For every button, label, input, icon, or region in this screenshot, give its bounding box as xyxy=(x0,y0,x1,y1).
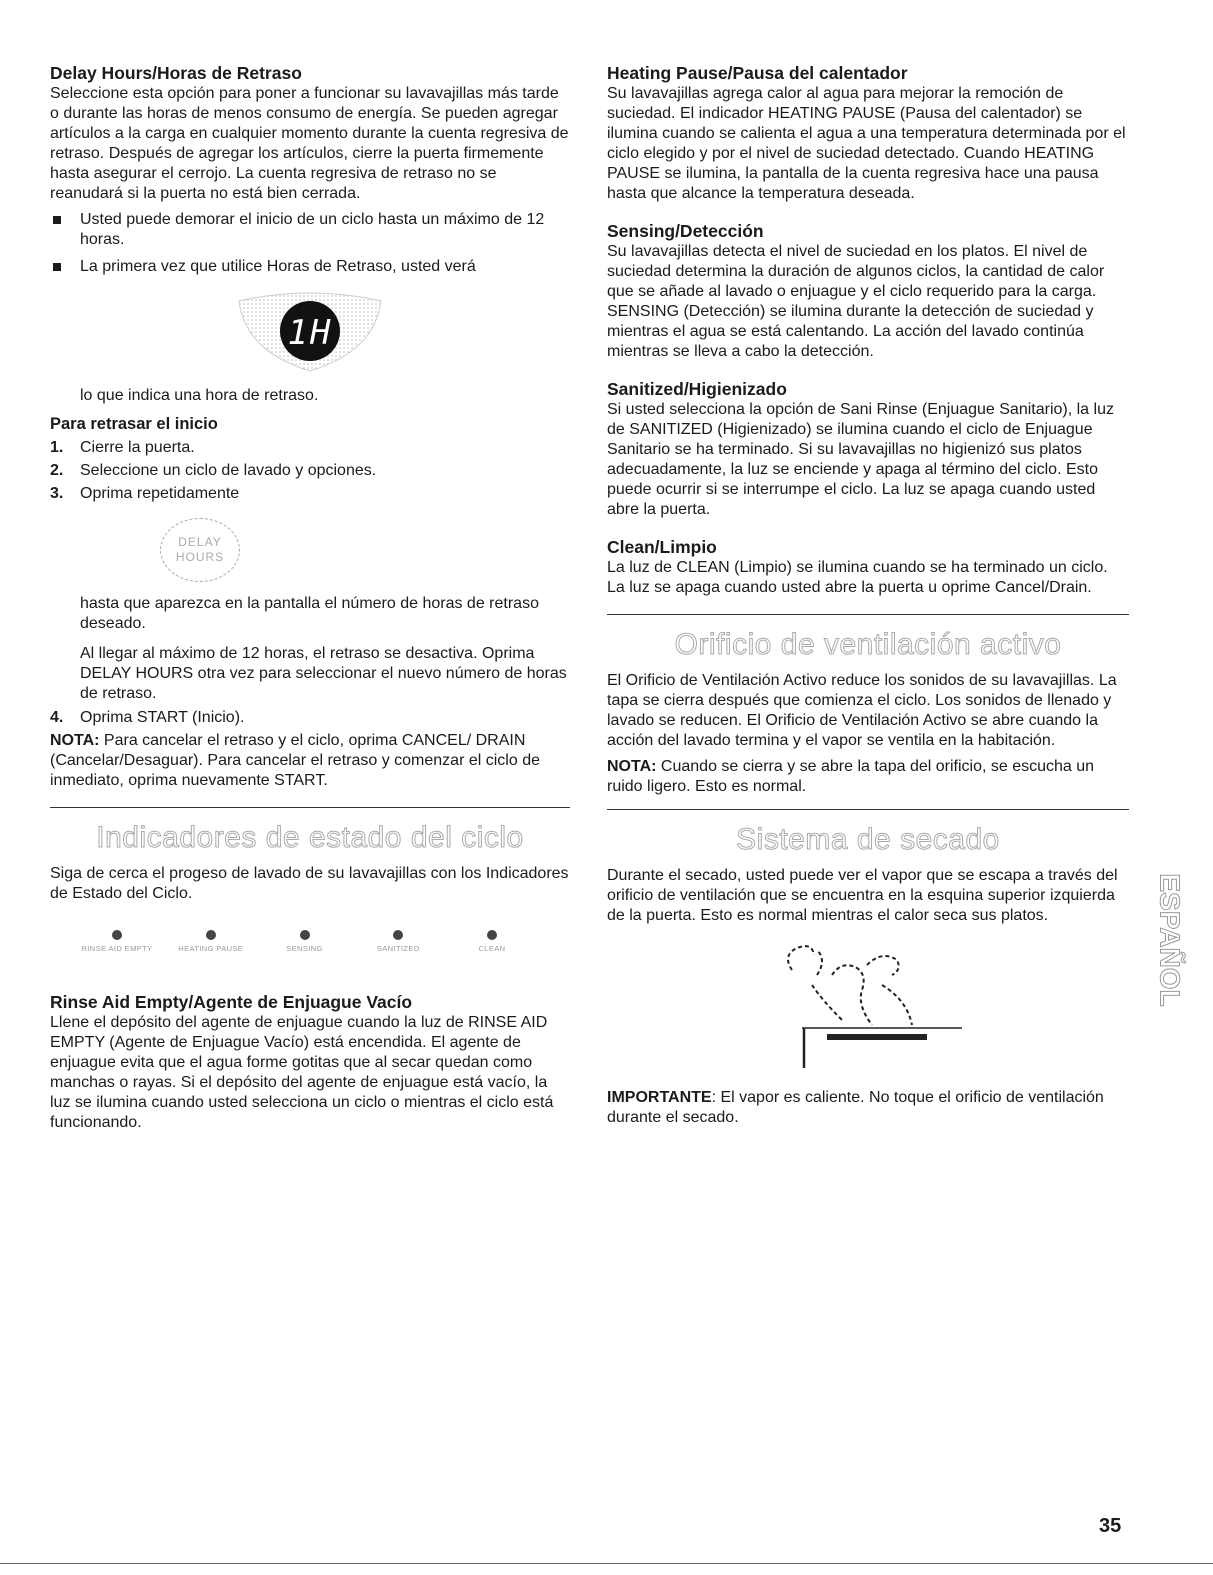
vent-note xyxy=(607,757,1129,797)
sensing-section xyxy=(607,220,1129,362)
language-side-tab-label: ESPAÑOL xyxy=(1155,873,1186,1007)
delay-note-label: NOTA: xyxy=(50,732,100,749)
section-divider xyxy=(607,809,1129,810)
after-button-text: hasta que aparezca en la pantalla el número de horas de retraso deseado. xyxy=(80,595,539,632)
indicator-light-icon xyxy=(393,930,403,940)
step-3: 3. Oprima repetidamente xyxy=(50,485,240,502)
drying-section-text: Durante el secado, usted puede ver el vapor que se escapa a través del orificio de ventilación que se encuentra en la esquina superior izquierda de la puerta. Esto es normal mientras el calor seca sus platos. xyxy=(607,867,1118,924)
max-delay-text: Al llegar al máximo de 12 horas, el retraso se desactiva. Oprima DELAY HOURS otra vez para seleccionar el nuevo número de horas de retraso. xyxy=(80,645,567,702)
bullet-first-use: La primera vez que utilice Horas de Retraso, usted verá xyxy=(50,257,570,277)
cycle-status-indicators xyxy=(72,930,537,953)
indicator-heating-pause: HEATING PAUSE xyxy=(166,930,256,953)
delay-steps xyxy=(50,438,570,504)
sensing-heading: Sensing/Detección xyxy=(607,221,764,241)
rinse-aid-section xyxy=(50,991,570,1133)
indicator-light-icon xyxy=(206,930,216,940)
right-column xyxy=(607,62,1129,1128)
important-text: : El vapor es caliente. No toque el orificio de ventilación durante el secado. xyxy=(607,1089,1104,1126)
indicator-rinse-aid-empty: RINSE AID EMPTY xyxy=(72,930,162,953)
sanitized-text: Si usted selecciona la opción de Sani Rinse (Enjuague Sanitario), la luz de SANITIZED (Higienizado) se ilumina cuando el ciclo de Enjuague Sanitario se ha terminado. Si su lavavajillas no higienizó sus platos adecuadamente, la luz se enciende y apaga al término del ciclo. Esto puede ocurrir si se interrumpe el ciclo. La luz se apaga cuando usted abre la puerta. xyxy=(607,401,1114,518)
display-1h-icon xyxy=(235,291,385,376)
language-side-tab xyxy=(1150,815,1190,1065)
heating-pause-heading: Heating Pause/Pausa del calentador xyxy=(607,63,908,83)
vent-section-title: Orificio de ventilación activo xyxy=(674,628,1062,661)
delay-hours-bullets xyxy=(50,210,570,277)
after-display-text: lo que indica una hora de retraso. xyxy=(80,387,319,404)
indicator-sensing: SENSING xyxy=(260,930,350,953)
step-1: 1. Cierre la puerta. xyxy=(50,439,195,456)
delay-button-line1: DELAY xyxy=(178,535,222,549)
section-divider xyxy=(607,614,1129,615)
rinse-aid-text: Llene el depósito del agente de enjuague cuando la luz de RINSE AID EMPTY (Agente de Enjuague Vacío) está encendida. El agente de enjuague evita que el agua forme gotitas que al secar quedan como manchas o rayas. Si el depósito del agente de enjuague está vacío, la luz se ilumina cuando usted selecciona un ciclo o mientras el ciclo está funcionando. xyxy=(50,1014,554,1131)
status-section-text: Siga de cerca el progeso de lavado de su lavavajillas con los Indicadores de Estado del Ciclo. xyxy=(50,865,569,902)
delay-button-line2: HOURS xyxy=(175,550,225,564)
delay-note xyxy=(50,731,570,791)
heating-pause-text: Su lavavajillas agrega calor al agua para mejorar la remoción de suciedad. El indicador HEATING PAUSE (Pausa del calentador) se ilumina cuando se calienta el agua a una temperatura determinada por el ciclo elegido y por el nivel de suciedad detectado. Cuando HEATING PAUSE se ilumina, la pantalla de la cuenta regresiva hace una pausa hasta que alcance la temperatura deseada. xyxy=(607,85,1126,202)
heating-pause-section xyxy=(607,62,1129,204)
delay-display-illustration xyxy=(235,291,385,376)
indicator-light-icon xyxy=(112,930,122,940)
clean-section xyxy=(607,536,1129,598)
status-section-title: Indicadores de estado del ciclo xyxy=(96,821,524,854)
vent-note-text: Cuando se cierra y se abre la tapa del orificio, se escucha un ruido ligero. Esto es normal. xyxy=(607,758,1095,795)
sensing-text: Su lavavajillas detecta el nivel de suciedad en los platos. El nivel de suciedad determina la duración de algunos ciclos, la cantidad de calor que se añade al lavado o enjuague y el ciclo requerido para la carga. SENSING (Detección) se ilumina durante la detección de suciedad y mientras el agua se está calentando. La acción del lavado continúa mientras se lleva a cabo la detección. xyxy=(607,243,1105,360)
delay-hours-section xyxy=(50,62,570,791)
display-glyph: 1H xyxy=(287,313,333,353)
left-column xyxy=(50,62,570,1149)
rinse-aid-heading: Rinse Aid Empty/Agente de Enjuague Vacío xyxy=(50,992,413,1012)
bullet-max-delay: Usted puede demorar el inicio de un ciclo hasta un máximo de 12 horas. xyxy=(50,210,570,250)
drying-important xyxy=(607,1088,1129,1128)
clean-text: La luz de CLEAN (Limpio) se ilumina cuando se ha terminado un ciclo. La luz se apaga cuando usted abre la puerta u oprime Cancel/Drain. xyxy=(607,559,1108,596)
indicator-sanitized: SANITIZED xyxy=(353,930,443,953)
indicator-light-icon xyxy=(300,930,310,940)
steam-vent-illustration xyxy=(772,940,972,1070)
clean-heading: Clean/Limpio xyxy=(607,537,717,557)
delay-hours-button xyxy=(160,518,240,582)
delay-hours-text: Seleccione esta opción para poner a funcionar su lavavajillas más tarde o durante las horas de menos consumo de energía. Se pueden agregar artículos a la carga en cualquier momento durante la cuenta regresiva de retraso. Después de agregar los artículos, cierre la puerta firmemente hasta asegurar el cerrojo. La cuenta regresiva de retraso no se reanudará si la puerta no está bien cerrada. xyxy=(50,85,569,202)
page-number: 35 xyxy=(1099,1515,1122,1537)
indicator-clean: CLEAN xyxy=(447,930,537,953)
indicator-light-icon xyxy=(487,930,497,940)
drying-section-title: Sistema de secado xyxy=(736,823,1000,856)
bottom-rule xyxy=(0,1563,1213,1564)
section-divider xyxy=(50,807,570,808)
sanitized-heading: Sanitized/Higienizado xyxy=(607,379,787,399)
vent-section-text: El Orificio de Ventilación Activo reduce los sonidos de su lavavajillas. La tapa se cierra después que comienza el ciclo. Los sonidos de llenado y lavado se reducen. El Orificio de Ventilación Activo se abre cuando la acción del lavado termina y el vapor se ventila en la habitación. xyxy=(607,672,1117,749)
sanitized-section xyxy=(607,378,1129,520)
step-2: 2. Seleccione un ciclo de lavado y opciones. xyxy=(50,462,377,479)
delay-note-text: Para cancelar el retraso y el ciclo, oprima CANCEL/ DRAIN (Cancelar/Desaguar). Para cancelar el retraso y comenzar el ciclo de inmediato, oprima nuevamente START. xyxy=(50,732,540,789)
delay-hours-heading: Delay Hours/Horas de Retraso xyxy=(50,63,302,83)
vent-note-label: NOTA: xyxy=(607,758,657,775)
delay-step-4 xyxy=(50,708,570,728)
step-4: 4. Oprima START (Inicio). xyxy=(50,709,245,726)
important-label: IMPORTANTE xyxy=(607,1089,712,1106)
delay-start-subheading: Para retrasar el inicio xyxy=(50,415,218,433)
steam-icon xyxy=(772,940,972,1070)
